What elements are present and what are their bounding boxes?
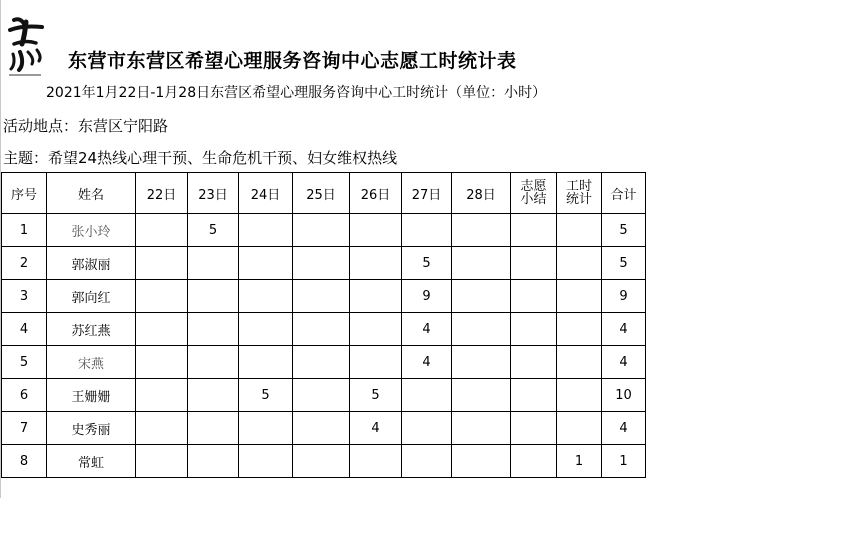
day-23-hours-cell[interactable] (188, 379, 239, 412)
header-day-28: 28日 (452, 173, 511, 214)
row-total-cell[interactable]: 9 (602, 280, 646, 313)
hours-statistics-cell[interactable] (557, 412, 602, 445)
header-volunteer-summary: 志愿 小结 (511, 173, 557, 214)
day-28-hours-cell[interactable] (452, 280, 511, 313)
day-27-hours-cell[interactable] (402, 214, 452, 247)
header-hours-statistics: 工时 统计 (557, 173, 602, 214)
activity-location: 活动地点：东营区宁阳路 (3, 117, 169, 135)
day-24-hours-cell[interactable] (239, 313, 293, 346)
row-total-cell[interactable]: 5 (602, 247, 646, 280)
hours-statistics-cell[interactable] (557, 379, 602, 412)
header-index: 序号 (2, 173, 47, 214)
table-row (2, 412, 646, 445)
day-26-hours-cell[interactable] (350, 214, 402, 247)
day-25-hours-cell[interactable] (293, 247, 350, 280)
day-22-hours-cell[interactable] (136, 247, 188, 280)
volunteer-summary-cell[interactable] (511, 313, 557, 346)
table-row (2, 214, 646, 247)
day-23-hours-cell[interactable]: 5 (188, 214, 239, 247)
row-index-cell[interactable]: 2 (2, 247, 47, 280)
header-day-27: 27日 (402, 173, 452, 214)
volunteer-summary-cell[interactable] (511, 280, 557, 313)
day-24-hours-cell[interactable] (239, 445, 293, 478)
row-index-cell[interactable]: 8 (2, 445, 47, 478)
row-index-cell[interactable]: 4 (2, 313, 47, 346)
day-24-hours-cell[interactable] (239, 247, 293, 280)
volunteer-summary-cell[interactable] (511, 214, 557, 247)
volunteer-name-cell[interactable]: 王姗姗 (47, 379, 136, 412)
hours-statistics-cell[interactable] (557, 313, 602, 346)
day-24-hours-cell[interactable] (239, 214, 293, 247)
day-27-hours-cell[interactable] (402, 445, 452, 478)
day-22-hours-cell[interactable] (136, 445, 188, 478)
row-total-cell[interactable]: 4 (602, 313, 646, 346)
day-27-hours-cell[interactable]: 4 (402, 346, 452, 379)
row-total-cell[interactable]: 5 (602, 214, 646, 247)
day-23-hours-cell[interactable] (188, 280, 239, 313)
day-28-hours-cell[interactable] (452, 247, 511, 280)
activity-topic: 主题：希望24热线心理干预、生命危机干预、妇女维权热线 (3, 149, 398, 167)
row-total-cell[interactable]: 4 (602, 346, 646, 379)
day-23-hours-cell[interactable] (188, 445, 239, 478)
row-index-cell[interactable]: 6 (2, 379, 47, 412)
header-day-24: 24日 (239, 173, 293, 214)
day-23-hours-cell[interactable] (188, 346, 239, 379)
row-index-cell[interactable]: 5 (2, 346, 47, 379)
hours-statistics-cell[interactable] (557, 247, 602, 280)
table-row (2, 313, 646, 346)
day-26-hours-cell[interactable]: 5 (350, 379, 402, 412)
volunteer-name-cell[interactable]: 苏红燕 (47, 313, 136, 346)
day-27-hours-cell[interactable]: 5 (402, 247, 452, 280)
row-index-cell[interactable]: 1 (2, 214, 47, 247)
volunteer-name-cell[interactable]: 郭淑丽 (47, 247, 136, 280)
header-total: 合计 (602, 173, 646, 214)
day-26-hours-cell[interactable] (350, 445, 402, 478)
day-27-hours-cell[interactable] (402, 379, 452, 412)
day-26-hours-cell[interactable] (350, 247, 402, 280)
header-day-25: 25日 (293, 173, 350, 214)
table-row (2, 346, 646, 379)
day-28-hours-cell[interactable] (452, 379, 511, 412)
day-26-hours-cell[interactable] (350, 313, 402, 346)
day-27-hours-cell[interactable]: 9 (402, 280, 452, 313)
day-26-hours-cell[interactable]: 4 (350, 412, 402, 445)
day-24-hours-cell[interactable] (239, 280, 293, 313)
volunteer-summary-cell[interactable] (511, 247, 557, 280)
day-26-hours-cell[interactable] (350, 280, 402, 313)
table-row (2, 445, 646, 478)
header-day-22: 22日 (136, 173, 188, 214)
day-22-hours-cell[interactable] (136, 346, 188, 379)
row-index-cell[interactable]: 3 (2, 280, 47, 313)
hours-statistics-cell[interactable]: 1 (557, 445, 602, 478)
day-24-hours-cell[interactable] (239, 346, 293, 379)
day-25-hours-cell[interactable] (293, 346, 350, 379)
day-25-hours-cell[interactable] (293, 214, 350, 247)
table-row (2, 247, 646, 280)
hours-statistics-cell[interactable] (557, 346, 602, 379)
row-total-cell[interactable]: 10 (602, 379, 646, 412)
day-28-hours-cell[interactable] (452, 313, 511, 346)
volunteer-name-cell[interactable]: 张小玲 (47, 214, 136, 247)
day-22-hours-cell[interactable] (136, 313, 188, 346)
row-index-cell[interactable]: 7 (2, 412, 47, 445)
hours-statistics-cell[interactable] (557, 280, 602, 313)
header-name: 姓名 (47, 173, 136, 214)
volunteer-summary-cell[interactable] (511, 445, 557, 478)
day-24-hours-cell[interactable]: 5 (239, 379, 293, 412)
day-25-hours-cell[interactable] (293, 379, 350, 412)
table-row (2, 280, 646, 313)
day-25-hours-cell[interactable] (293, 412, 350, 445)
volunteer-summary-cell[interactable] (511, 412, 557, 445)
volunteer-summary-cell[interactable] (511, 379, 557, 412)
day-22-hours-cell[interactable] (136, 412, 188, 445)
hours-table (1, 172, 646, 478)
row-total-cell[interactable]: 1 (602, 445, 646, 478)
page-title: 东营市东营区希望心理服务咨询中心志愿工时统计表 (68, 50, 517, 72)
volunteer-name-cell[interactable]: 郭向红 (47, 280, 136, 313)
day-25-hours-cell[interactable] (293, 445, 350, 478)
header-day-26: 26日 (350, 173, 402, 214)
day-28-hours-cell[interactable] (452, 214, 511, 247)
day-27-hours-cell[interactable]: 4 (402, 313, 452, 346)
day-23-hours-cell[interactable] (188, 412, 239, 445)
header-day-23: 23日 (188, 173, 239, 214)
hours-statistics-cell[interactable] (557, 214, 602, 247)
day-23-hours-cell[interactable] (188, 247, 239, 280)
volunteer-name-cell[interactable]: 常虹 (47, 445, 136, 478)
day-28-hours-cell[interactable] (452, 412, 511, 445)
day-23-hours-cell[interactable] (188, 313, 239, 346)
day-22-hours-cell[interactable] (136, 214, 188, 247)
day-24-hours-cell[interactable] (239, 412, 293, 445)
volunteer-logo-icon (6, 14, 46, 80)
day-22-hours-cell[interactable] (136, 379, 188, 412)
volunteer-name-cell[interactable]: 史秀丽 (47, 412, 136, 445)
page-subtitle: 2021年1月22日-1月28日东营区希望心理服务咨询中心工时统计（单位：小时） (46, 85, 547, 101)
day-28-hours-cell[interactable] (452, 445, 511, 478)
day-22-hours-cell[interactable] (136, 280, 188, 313)
day-26-hours-cell[interactable] (350, 346, 402, 379)
table-row (2, 379, 646, 412)
day-28-hours-cell[interactable] (452, 346, 511, 379)
table-header-row (2, 173, 646, 214)
volunteer-name-cell[interactable]: 宋燕 (47, 346, 136, 379)
day-25-hours-cell[interactable] (293, 280, 350, 313)
day-27-hours-cell[interactable] (402, 412, 452, 445)
volunteer-summary-cell[interactable] (511, 346, 557, 379)
day-25-hours-cell[interactable] (293, 313, 350, 346)
row-total-cell[interactable]: 4 (602, 412, 646, 445)
